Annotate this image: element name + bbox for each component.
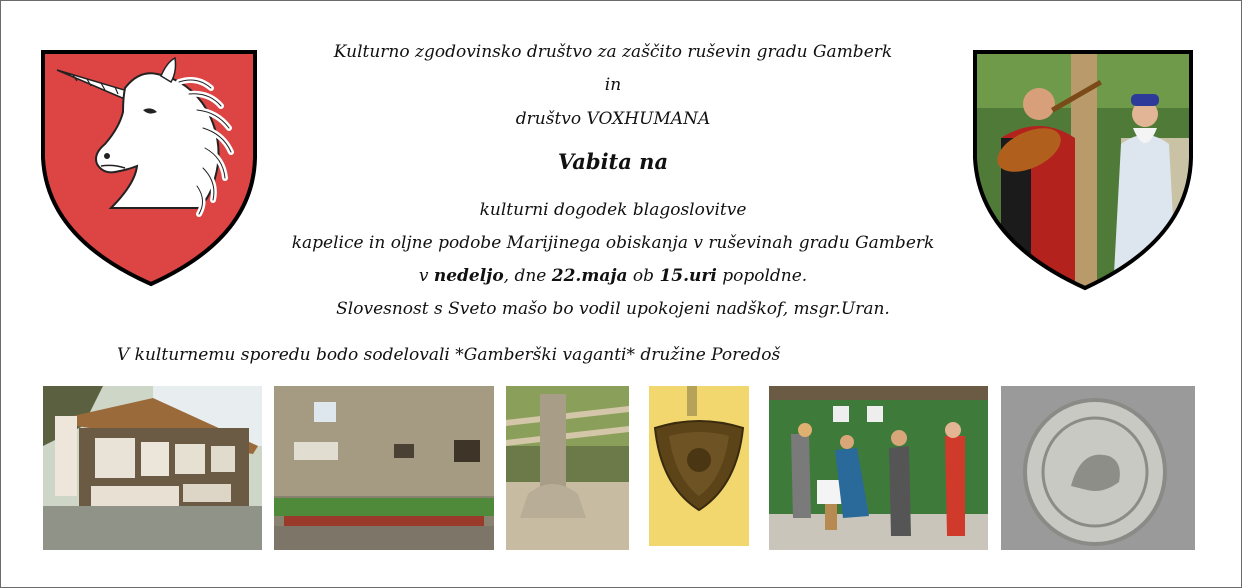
event-line-2: kapelice in oljne podobe Marijinega obiskanja v ruševinah gradu Gamberk: [291, 233, 935, 253]
musicians-photo-shield-icon: [971, 48, 1195, 292]
organizer-2: društvo VOXHUMANA: [515, 109, 711, 129]
date-day: nedeljo: [433, 266, 504, 286]
photo-stone-pillar: [506, 386, 629, 550]
date-text: , dne: [503, 266, 552, 286]
date-text: v: [418, 266, 434, 286]
photo-info-boards: [43, 386, 262, 550]
photo-silver-coin: [1001, 386, 1195, 550]
date-date: 22.maja: [551, 266, 628, 286]
photo-seal: [649, 386, 749, 546]
unicorn-coat-of-arms-icon: [39, 48, 259, 288]
photo-castle-wall: [274, 386, 494, 550]
conjunction: in: [604, 75, 622, 95]
organizer-1: Kulturno zgodovinsko društvo za zaščito ruševin gradu Gamberk: [333, 42, 893, 62]
date-time: 15.uri: [659, 266, 717, 286]
date-text: ob: [627, 266, 660, 286]
event-date: [261, 266, 965, 286]
photo-children-at-kiosk: [769, 386, 988, 550]
event-line-1: kulturni dogodek blagoslovitve: [479, 200, 747, 220]
invite-heading: Vabita na: [557, 149, 669, 174]
program-note: V kulturnemu sporedu bodo sodelovali *Gamberški vaganti* družine Poredoš: [117, 345, 781, 365]
mass-note: Slovesnost s Sveto mašo bo vodil upokojeni nadškof, msgr.Uran.: [336, 299, 890, 319]
date-text: popoldne.: [716, 266, 808, 286]
